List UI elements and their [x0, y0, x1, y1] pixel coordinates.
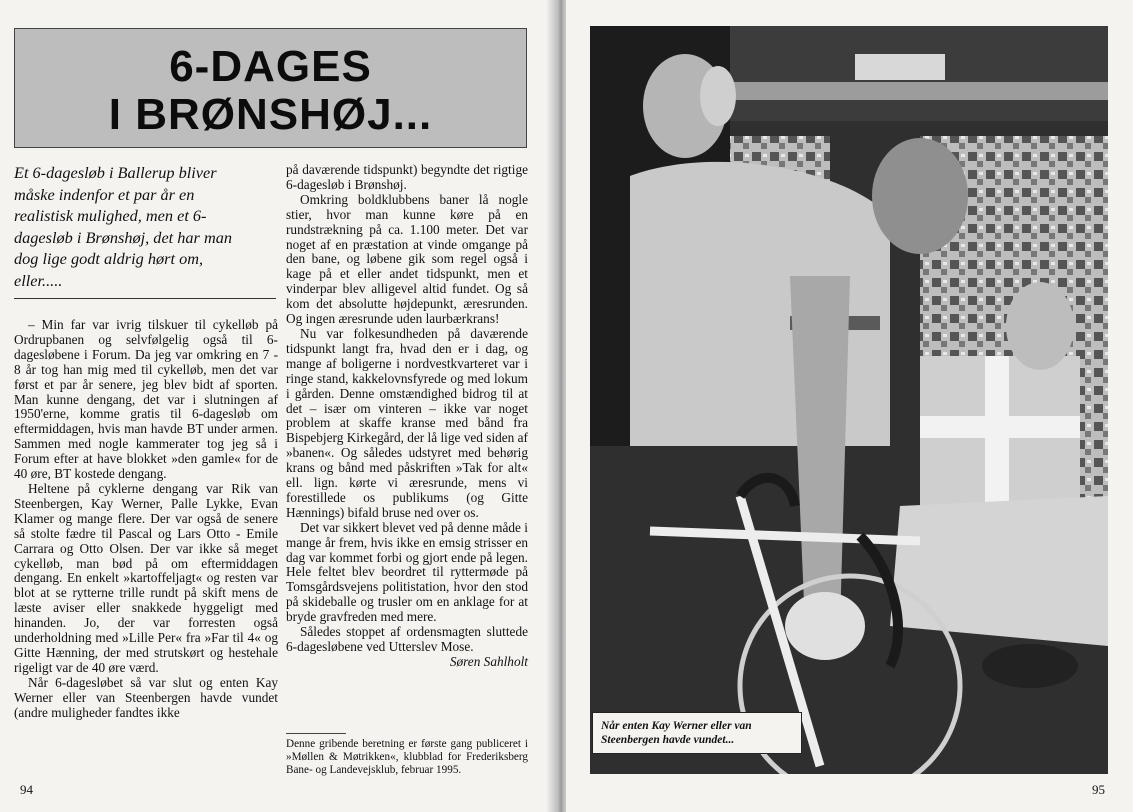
- cyclists-photo: [590, 26, 1108, 774]
- text-column-1: [14, 318, 278, 720]
- paragraph: Omkring boldklubbens baner lå nogle stier, hvor man kunne køre på en rundstrækning på ca. 1.100 meter. Det var noget af en præstation at vinde omgange på den bane, og løbene gik som regel også i kage på et eller andet tidspunkt, men et vinderpar blev alligevel altid fundet. Og så kom det absolutte højdepunkt, æresrunden. Og ingen æresrunde uden laurbærkrans!: [286, 191, 528, 327]
- author-signature: Søren Sahlholt: [449, 653, 528, 669]
- left-page: [0, 0, 556, 812]
- page-number-right: 95: [1092, 782, 1105, 797]
- page-number-left: 94: [20, 782, 33, 797]
- right-page: [566, 0, 1133, 812]
- text-column-2: [286, 163, 528, 670]
- paragraph: Således stoppet af ordensmagten sluttede 6-dagesløbene ved Utterslev Mose.: [286, 624, 528, 654]
- title-box: [14, 28, 527, 148]
- photo-illustration: [590, 26, 1108, 774]
- paragraph: Heltene på cyklerne dengang var Rik van Steenbergen, Kay Werner, Palle Lykke, Evan Klamer og mange flere. Der var også de senere så stolte fædre til Pascal og Lars Otto - Emile Carrara og Otto Olsen. Der var ikke så meget cykelløb, man bød på om eftermiddagen dengang. En enkelt »kartoffeljagt« og resten var blot at se rytterne trille rundt på skift mens de læste aviser eller snakkede hyggeligt med hinanden. Jo, der var forresten også underholdning med »Lille Per« fra »Far til 4« og Gitte Hænning, der med strutskørt og hestehale rigeligt var de 40 øre værd.: [14, 480, 278, 675]
- paragraph: på daværende tidspunkt) begyndte det rigtige 6-dagesløb i Brønshøj.: [286, 162, 528, 192]
- lead-divider: [14, 298, 276, 299]
- paragraph: – Min far var ivrig tilskuer til cykelløb på Ordrupbanen og selvfølgelig også til 6-dagesløbene i Forum. Da jeg var omkring en 7 - 8 år tog han mig med til cykelløb, men det var først et par år senere, jeg blev bidt af sporten. Man kunne dengang, det var i slutningen af 1950'erne, komme gratis til 6-dagesløb om eftermiddagen, hvis man havde BT under armen. Sammen med nogle kammerater tog jeg så i Forum efter at have blokket »den gamle« for de 40 øre, BT kostede dengang.: [14, 317, 278, 482]
- photo-caption: Når enten Kay Werner eller van Steenbergen havde vundet...: [592, 712, 802, 754]
- title-line-2: I BRØNSHØJ...: [108, 90, 433, 139]
- paragraph: Når 6-dagesløbet så var slut og enten Kay Werner eller van Steenbergen havde vundet (andre muligheder fandtes ikke: [14, 674, 278, 720]
- paragraph: Det var sikkert blevet ved på denne måde i mange år frem, hvis ikke en emsig strisser en dag var kommet forbi og gjort ende på legen. Hele feltet blev beordret til ryttermøde på Tomsgårdsvejens politistation, hvor den stod på skideballe og trusler om en anklage for at bryde gravfreden med mere.: [286, 519, 528, 625]
- lead-paragraph: Et 6-dagesløb i Ballerup bliver måske indenfor et par år en realistisk mulighed, men et 6-dagesløb i Brønshøj, det har man dog lige godt aldrig hørt om, eller.....: [14, 163, 232, 290]
- paragraph: Nu var folkesundheden på daværende tidspunkt langt fra, hvad den er i dag, og mange af boligerne i nordvestkvarteret var i ringe stand, kakkelovnsfyrede og med lokum i gården. Denne omstændighed bidrog til at det – især om vinteren – ikke var noget problem at skaffe kranse med bånd fra Bispebjerg Kirkegård, der lå lige ved siden af »banen«. Og således udstyret med behørig krans og bånd med påskriften »Tak for alt« ell. lign. kørte vi æresrunde, mens vi forestillede os publikums (og Gitte Hænnings) bifald bruse ned over os.: [286, 325, 528, 520]
- title-line-1: 6-DAGES: [169, 42, 372, 91]
- footnote: Denne gribende beretning er første gang publiceret i »Møllen & Møtrikken«, klubblad for Frederiksberg Bane- og Landevejsklub, februar 1995.: [286, 738, 528, 776]
